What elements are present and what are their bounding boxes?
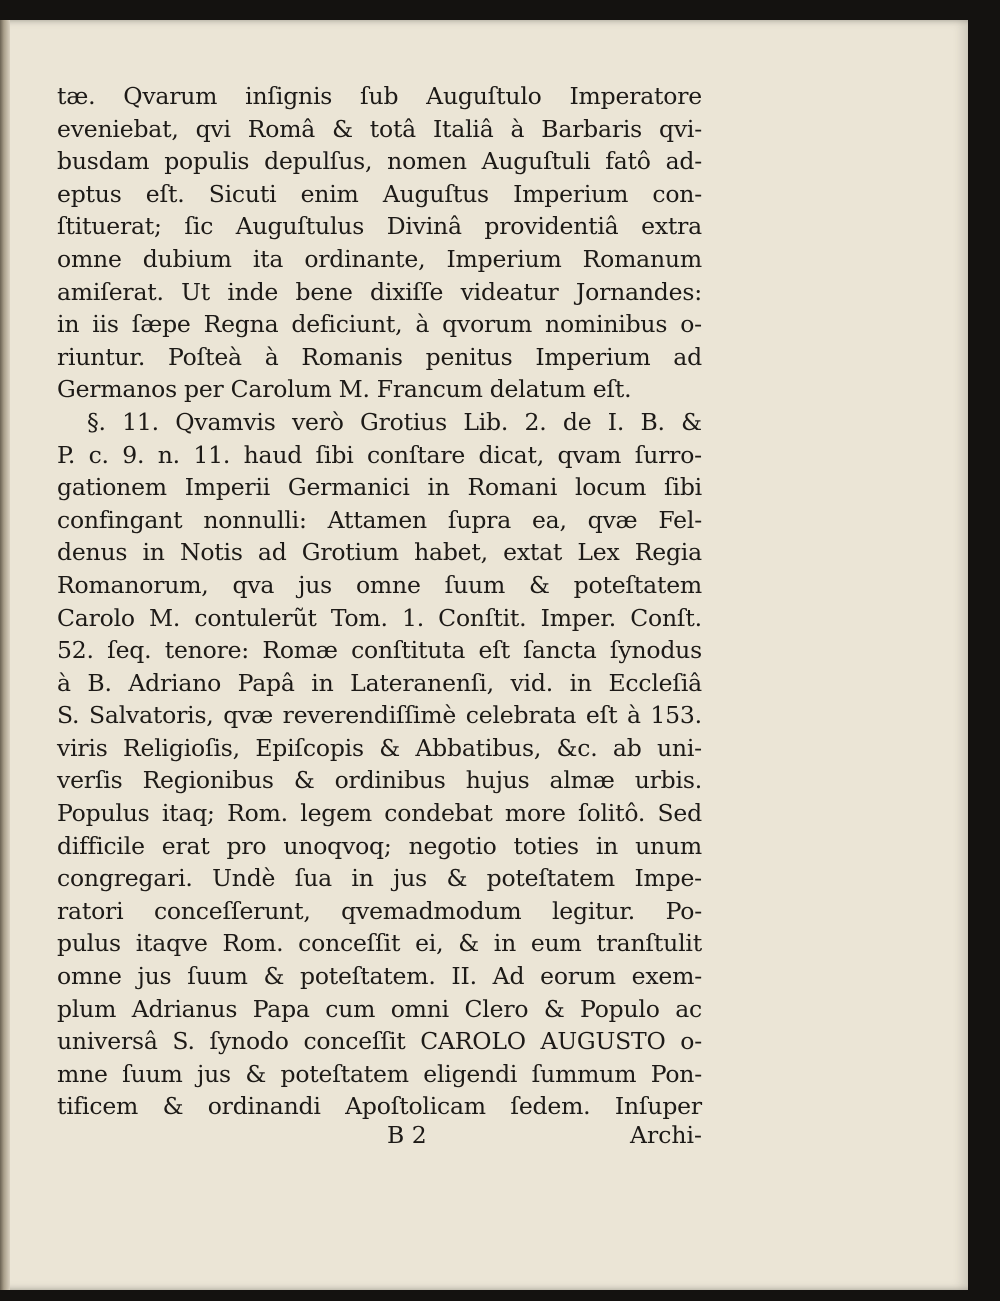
word: Carolum — [230, 375, 332, 404]
word: à — [626, 701, 641, 730]
word: Imperatore — [569, 82, 702, 110]
word: ſupra — [447, 505, 512, 534]
word: & — [245, 1059, 267, 1088]
word: jus — [393, 864, 428, 893]
text-line — [57, 504, 702, 537]
word: eveniebat, — [57, 114, 179, 143]
word: Italiâ — [432, 114, 494, 143]
word: Romæ — [262, 636, 338, 665]
word: & — [529, 570, 550, 599]
word: Grotius — [360, 407, 447, 436]
word: ſynodo — [209, 1027, 289, 1056]
paragraph-start-line — [57, 406, 702, 439]
word: ratori — [57, 896, 124, 925]
word: Salvatoris, — [88, 701, 214, 730]
page-binding-edge — [0, 20, 10, 1290]
word: ad — [257, 538, 287, 567]
word: verſis — [57, 766, 123, 795]
word: denus — [57, 538, 128, 567]
word: & — [379, 733, 400, 762]
word: celebrata — [465, 701, 577, 730]
text-line — [57, 145, 702, 178]
word: habet, — [414, 538, 488, 567]
word: verò — [291, 407, 344, 436]
text-line — [57, 569, 702, 602]
text-line — [57, 243, 702, 276]
word: qva — [232, 570, 275, 599]
body-text — [57, 80, 702, 1123]
word: nomen — [387, 147, 467, 176]
word: erat — [161, 831, 210, 860]
word: per — [184, 375, 224, 404]
word: S. — [172, 1027, 195, 1056]
word: ſibi — [664, 473, 702, 502]
word: conceſſit — [298, 929, 401, 958]
text-line — [57, 1058, 702, 1091]
word: eſt — [585, 701, 618, 730]
word: S. — [57, 701, 80, 730]
word: Sed — [657, 799, 702, 828]
word: à — [415, 310, 430, 339]
word: M. — [149, 603, 181, 632]
word: ordinante, — [304, 244, 426, 273]
word: Tom. — [330, 603, 388, 632]
text-line — [57, 927, 702, 960]
text-line — [57, 960, 702, 993]
word: 52. — [57, 636, 94, 665]
word: inde — [227, 277, 279, 306]
word: fatô — [605, 147, 651, 176]
word: gationem — [57, 473, 167, 502]
text-line — [57, 895, 702, 928]
word: qvæ — [223, 701, 274, 730]
word: Conſtit. — [438, 603, 527, 632]
word: Rom. — [222, 929, 284, 958]
text-line — [57, 699, 702, 732]
word: Germanici — [287, 473, 410, 502]
word: B. — [87, 668, 112, 697]
word: mne — [57, 1059, 108, 1088]
word: extat — [503, 538, 563, 567]
word: ſuum — [444, 570, 506, 599]
word: Auguſtulus — [235, 212, 365, 241]
text-line — [57, 341, 702, 374]
word: poteſtatem — [573, 570, 702, 599]
word: itaqve — [135, 929, 208, 958]
word: M. — [338, 375, 370, 404]
word: Jornandes: — [575, 277, 702, 306]
word: conſtituta — [351, 636, 466, 665]
word: & — [332, 114, 353, 143]
word: Barbaris — [541, 114, 643, 143]
word: videatur — [460, 277, 559, 306]
word: Epiſcopis — [255, 733, 364, 762]
word: Romanorum, — [57, 570, 209, 599]
word: haud — [243, 440, 303, 469]
word: in — [311, 668, 334, 697]
text-line — [57, 308, 702, 341]
word: Sicuti — [208, 179, 277, 208]
word: Clero — [464, 994, 529, 1023]
word: depulſus, — [264, 147, 373, 176]
word: qvam — [557, 440, 622, 469]
word: amiſerat. — [57, 277, 164, 306]
word: Eccleſiâ — [608, 668, 702, 697]
word: condebat — [384, 799, 493, 828]
word: universâ — [57, 1027, 158, 1056]
text-line — [57, 1090, 702, 1123]
word: Adrianus — [131, 994, 238, 1023]
word: Impe- — [634, 864, 702, 893]
word: in — [142, 538, 165, 567]
word: in — [493, 929, 517, 958]
text-line — [57, 993, 702, 1026]
word: qvi — [195, 114, 231, 143]
word: Populo — [580, 994, 660, 1023]
word: Francum — [376, 375, 483, 404]
word: bene — [295, 277, 353, 306]
word: Romanum — [582, 244, 702, 273]
text-line — [57, 276, 702, 309]
text-line — [57, 602, 702, 635]
word: ei, — [415, 929, 444, 958]
word: Ut — [181, 277, 210, 306]
word: Abbatibus, — [415, 733, 542, 762]
word: Grotium — [301, 538, 399, 567]
word: tenore: — [164, 636, 250, 665]
word: conſtare — [366, 440, 466, 469]
word: qvemadmodum — [341, 896, 522, 925]
word: pro — [226, 831, 267, 860]
word: tæ. — [57, 82, 96, 110]
word: penitus — [425, 342, 513, 371]
word: congregari. — [57, 864, 193, 893]
word: Româ — [247, 114, 316, 143]
word: o- — [680, 310, 702, 339]
word: Populus — [57, 799, 150, 828]
word: CAROLO — [420, 1027, 526, 1056]
word: in — [427, 473, 450, 502]
word: inſignis — [245, 82, 333, 110]
word: Regionibus — [142, 766, 274, 795]
word: & — [458, 929, 479, 958]
word: Lex — [577, 538, 620, 567]
text-line — [57, 471, 702, 504]
text-line — [57, 1025, 702, 1058]
word: qvæ — [587, 505, 638, 534]
word: & — [543, 994, 565, 1023]
word: providentiâ — [484, 212, 619, 241]
word: ſummum — [531, 1059, 637, 1088]
word: Qvarum — [123, 82, 218, 110]
word: eorum — [540, 962, 616, 991]
text-line — [57, 80, 702, 113]
word: nominibus — [545, 310, 668, 339]
word: & — [446, 864, 468, 893]
word: toties — [513, 831, 579, 860]
text-line — [57, 732, 702, 765]
word: dixiſſe — [370, 277, 444, 306]
word: eſt. — [592, 375, 632, 404]
word: &c. — [556, 733, 598, 762]
word: à — [57, 668, 71, 697]
word: Lib. — [463, 407, 509, 436]
word: busdam — [57, 147, 150, 176]
word: ſtituerat; — [57, 212, 162, 241]
word: nonnulli: — [203, 505, 307, 534]
word: Imperium — [513, 179, 629, 208]
word: legem — [300, 799, 372, 828]
word: pulus — [57, 929, 121, 958]
word: viris — [57, 733, 108, 762]
word: Ad — [492, 962, 525, 991]
text-line — [57, 210, 702, 243]
word: legitur. — [551, 896, 636, 925]
word: ſæpe — [131, 310, 191, 339]
word: con- — [652, 179, 702, 208]
word: Undè — [212, 864, 276, 893]
word: ad — [673, 342, 702, 371]
word: contulerũt — [194, 603, 317, 632]
word: omni — [390, 994, 450, 1023]
word: uni- — [656, 733, 702, 762]
word: ſurro- — [634, 440, 702, 469]
word: Adriano — [128, 668, 222, 697]
word: Apoſtolicam — [345, 1092, 486, 1121]
word: almæ — [549, 766, 615, 795]
word: de — [562, 407, 592, 436]
text-line — [57, 439, 702, 472]
word: ita — [252, 244, 284, 273]
word: Po- — [665, 896, 702, 925]
word: itaq; — [161, 799, 215, 828]
word: omne — [57, 962, 122, 991]
word: Auguſtulo — [426, 82, 542, 110]
text-line — [57, 113, 702, 146]
word: poteſtatem. — [300, 962, 436, 991]
word: extra — [641, 212, 702, 241]
word: vid. — [510, 668, 553, 697]
word: confingant — [57, 505, 183, 534]
word: ſancta — [523, 636, 597, 665]
word: P. — [57, 440, 76, 469]
word: ſynodus — [609, 636, 702, 665]
word: & — [263, 962, 285, 991]
word: eligendi — [423, 1059, 518, 1088]
word: in — [57, 310, 80, 339]
book-page — [0, 20, 968, 1290]
word: omne — [57, 244, 122, 273]
text-line — [57, 536, 702, 569]
word: iis — [92, 310, 119, 339]
word: in — [569, 668, 592, 697]
word: qvi- — [659, 114, 702, 143]
word: Notis — [179, 538, 243, 567]
word: hujus — [465, 766, 530, 795]
word: urbis. — [634, 766, 702, 795]
word: ab — [612, 733, 642, 762]
word: difficile — [57, 831, 145, 860]
word: ac — [675, 994, 702, 1023]
catchword: Archi- — [630, 1121, 702, 1149]
word: ſibi — [315, 440, 354, 469]
word: Germanos — [57, 375, 177, 404]
word: cum — [325, 994, 376, 1023]
word: Poſteà — [167, 342, 242, 371]
signature-mark: B 2 — [387, 1121, 427, 1149]
word: ſub — [360, 82, 399, 110]
word: tificem — [57, 1092, 139, 1121]
word: Divinâ — [386, 212, 462, 241]
word: Rom. — [227, 799, 288, 828]
word: 11. — [122, 407, 159, 436]
word: o- — [680, 1027, 702, 1056]
word: Regna — [203, 310, 279, 339]
text-line — [57, 862, 702, 895]
text-line — [57, 373, 702, 406]
word: ſua — [294, 864, 332, 893]
word: & — [681, 407, 702, 436]
word: eſt. — [145, 179, 185, 208]
word: plum — [57, 994, 117, 1023]
word: populis — [164, 147, 250, 176]
word: Papa — [252, 994, 310, 1023]
word: Romanis — [301, 342, 403, 371]
word: Fel- — [658, 505, 702, 534]
word: §. — [87, 407, 106, 436]
word: Imperium — [535, 342, 651, 371]
word: poteſtatem — [486, 864, 615, 893]
word: exem- — [631, 962, 702, 991]
word: ſuum — [122, 1059, 183, 1088]
word: I. — [607, 407, 625, 436]
word: ordinibus — [334, 766, 446, 795]
word: omne — [355, 570, 421, 599]
word: ſic — [184, 212, 214, 241]
word: enim — [300, 179, 359, 208]
word: qvorum — [442, 310, 533, 339]
word: c. — [88, 440, 109, 469]
word: n. — [157, 440, 180, 469]
word: ea, — [531, 505, 567, 534]
word: Attamen — [327, 505, 427, 534]
word: delatum — [489, 375, 586, 404]
word: ſolitô. — [578, 799, 646, 828]
word: ad- — [665, 147, 702, 176]
word: riuntur. — [57, 342, 146, 371]
text-line — [57, 667, 702, 700]
word: eptus — [57, 179, 122, 208]
word: Regia — [634, 538, 702, 567]
word: reverendiſſimè — [282, 701, 457, 730]
word: Inſuper — [614, 1092, 702, 1121]
word: II. — [451, 962, 477, 991]
word: tranſtulit — [596, 929, 702, 958]
word: Imperii — [184, 473, 271, 502]
text-line — [57, 178, 702, 211]
word: 11. — [193, 440, 231, 469]
word: & — [293, 766, 315, 795]
word: dicat, — [478, 440, 544, 469]
text-line — [57, 830, 702, 863]
word: eſt — [478, 636, 510, 665]
word: in — [351, 864, 374, 893]
word: ſeq. — [107, 636, 152, 665]
word: 2. — [524, 407, 547, 436]
text-line — [57, 797, 702, 830]
word: poteſtatem — [280, 1059, 409, 1088]
word: Religioſis, — [123, 733, 240, 762]
word: Lateranenſi, — [350, 668, 494, 697]
word: à — [510, 114, 525, 143]
text-line — [57, 634, 702, 667]
word: unum — [635, 831, 702, 860]
word: Imper. — [540, 603, 617, 632]
word: jus — [298, 570, 333, 599]
word: Qvamvis — [175, 407, 276, 436]
page-footer — [57, 1121, 702, 1155]
word: Imperium — [446, 244, 562, 273]
word: Auguſtuli — [481, 147, 591, 176]
word: more — [504, 799, 566, 828]
word: ſuum — [187, 962, 248, 991]
word: in — [595, 831, 619, 860]
word: ordinandi — [207, 1092, 321, 1121]
text-line — [57, 764, 702, 797]
word: conceſſerunt, — [153, 896, 311, 925]
word: Pon- — [650, 1059, 702, 1088]
word: à — [264, 342, 279, 371]
word: jus — [197, 1059, 231, 1088]
word: AUGUSTO — [540, 1027, 666, 1056]
word: Conſt. — [630, 603, 702, 632]
word: negotio — [408, 831, 497, 860]
word: jus — [137, 962, 172, 991]
word: Carolo — [57, 603, 135, 632]
word: ſedem. — [510, 1092, 591, 1121]
word: 153. — [650, 701, 702, 730]
word: Auguſtus — [382, 179, 489, 208]
word: Papâ — [237, 668, 295, 697]
word: unoqvoq; — [283, 831, 392, 860]
word: eum — [530, 929, 582, 958]
word: deficiunt, — [291, 310, 403, 339]
word: 1. — [401, 603, 424, 632]
word: dubium — [142, 244, 232, 273]
word: conceſſit — [303, 1027, 406, 1056]
word: totâ — [369, 114, 416, 143]
word: & — [162, 1092, 184, 1121]
word: 9. — [122, 440, 145, 469]
word: Romani — [467, 473, 558, 502]
word: B. — [640, 407, 665, 436]
word: locum — [574, 473, 647, 502]
